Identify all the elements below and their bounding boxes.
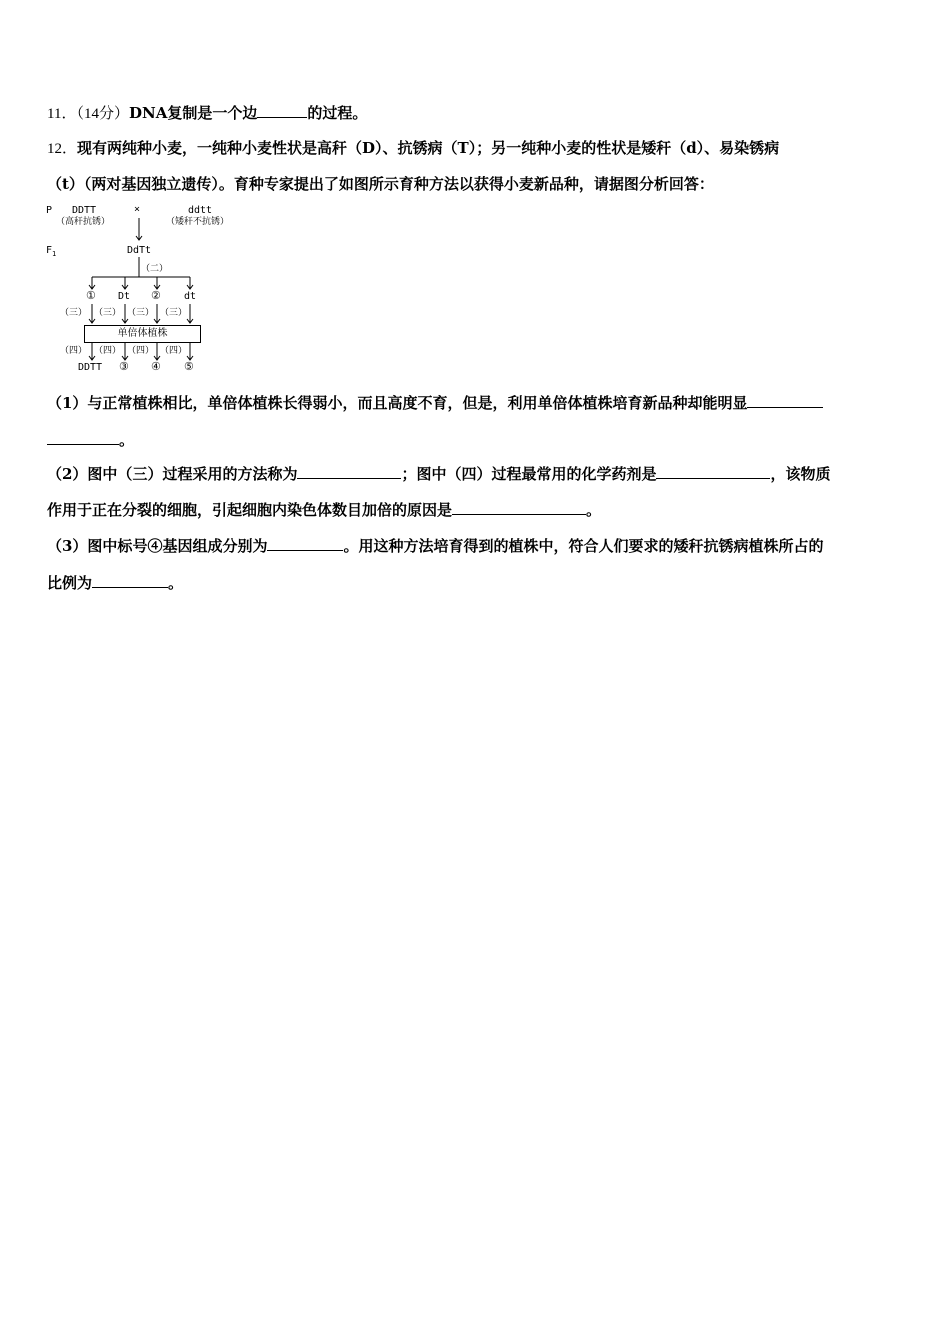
question-text: 。 (119, 431, 135, 449)
question-text: 的过程。 (307, 104, 368, 122)
answer-blank[interactable] (747, 393, 823, 408)
result-5: ⑤ (184, 360, 194, 373)
question-text: ；图中（四）过程最常用的化学药剂是 (401, 465, 657, 483)
gamete-3: ② (151, 289, 161, 302)
cross-symbol: × (134, 204, 141, 215)
parent2-genotype: ddtt (188, 205, 213, 216)
f1-genotype: DdTt (127, 245, 152, 256)
f1-label: $F_1$ (46, 245, 57, 258)
result-4: ④ (151, 360, 161, 373)
parent1-phenotype: （高秆抗锈） (56, 217, 111, 227)
step-4-label: （四） (60, 346, 88, 356)
question-text: 现有两纯种小麦，一纯种小麦性状是高秆（D）、抗锈病（T）；另一纯种小麦的性状是矮秆（d）、易染锈病 (77, 139, 780, 157)
sub-question-1 (47, 393, 823, 413)
question-text: DNA复制是一个边 (128, 104, 258, 122)
question-score: （14分） (76, 106, 129, 122)
answer-blank[interactable] (92, 573, 168, 588)
answer-blank[interactable] (47, 430, 119, 445)
p-label: P (46, 205, 53, 216)
question-text: 作用于正在分裂的细胞，引起细胞内染色体数目加倍的原因是 (47, 501, 453, 519)
gamete-4: dt (184, 291, 197, 302)
haploid-plant-box: 单倍体植株 (84, 325, 201, 343)
question-text: 比例为 (47, 574, 93, 592)
question-text: （2）图中（三）过程采用的方法称为 (47, 465, 298, 483)
question-text: （3）图中标号④基因组成分别为 (47, 537, 268, 555)
sub-question-1-cont (47, 430, 134, 450)
answer-blank[interactable] (297, 464, 401, 479)
sub-question-2-cont (47, 500, 601, 520)
answer-blank[interactable] (267, 536, 343, 551)
question-number: 11． (47, 106, 77, 122)
question-number: 12． (47, 141, 78, 157)
question-text: ，该物质 (770, 465, 831, 483)
gamete-2: Dt (118, 291, 131, 302)
step-3-label: （三） (60, 308, 88, 318)
step-2-label: （二） (141, 264, 169, 274)
sub-question-3-cont (47, 573, 183, 593)
question-text: （1）与正常植株相比，单倍体植株长得弱小，而且高度不育，但是，利用单倍体植株培育新品种却能明显 (47, 394, 748, 412)
step-3-label: （三） (160, 308, 188, 318)
answer-blank[interactable] (452, 500, 586, 515)
question-text: 。 (586, 501, 602, 519)
sub-question-2 (47, 464, 830, 484)
step-4-label: （四） (127, 346, 155, 356)
parent1-genotype: DDTT (72, 205, 97, 216)
question-text: 。 (168, 574, 184, 592)
step-3-label: （三） (127, 308, 155, 318)
question-text: （t）（两对基因独立遗传）。育种专家提出了如图所示育种方法以获得小麦新品种，请据图分析回答： (47, 175, 714, 193)
gamete-1: ① (86, 289, 96, 302)
step-4-label: （四） (94, 346, 122, 356)
question-text: 。用这种方法培育得到的植株中，符合人们要求的矮秆抗锈病植株所占的 (343, 537, 824, 555)
result-ddtt: DDTT (78, 362, 103, 373)
result-3: ③ (119, 360, 129, 373)
answer-blank[interactable] (656, 464, 770, 479)
parent2-phenotype: （矮秆不抗锈） (166, 217, 230, 227)
step-4-label: （四） (160, 346, 188, 356)
sub-question-3 (47, 536, 823, 556)
step-3-label: （三） (94, 308, 122, 318)
